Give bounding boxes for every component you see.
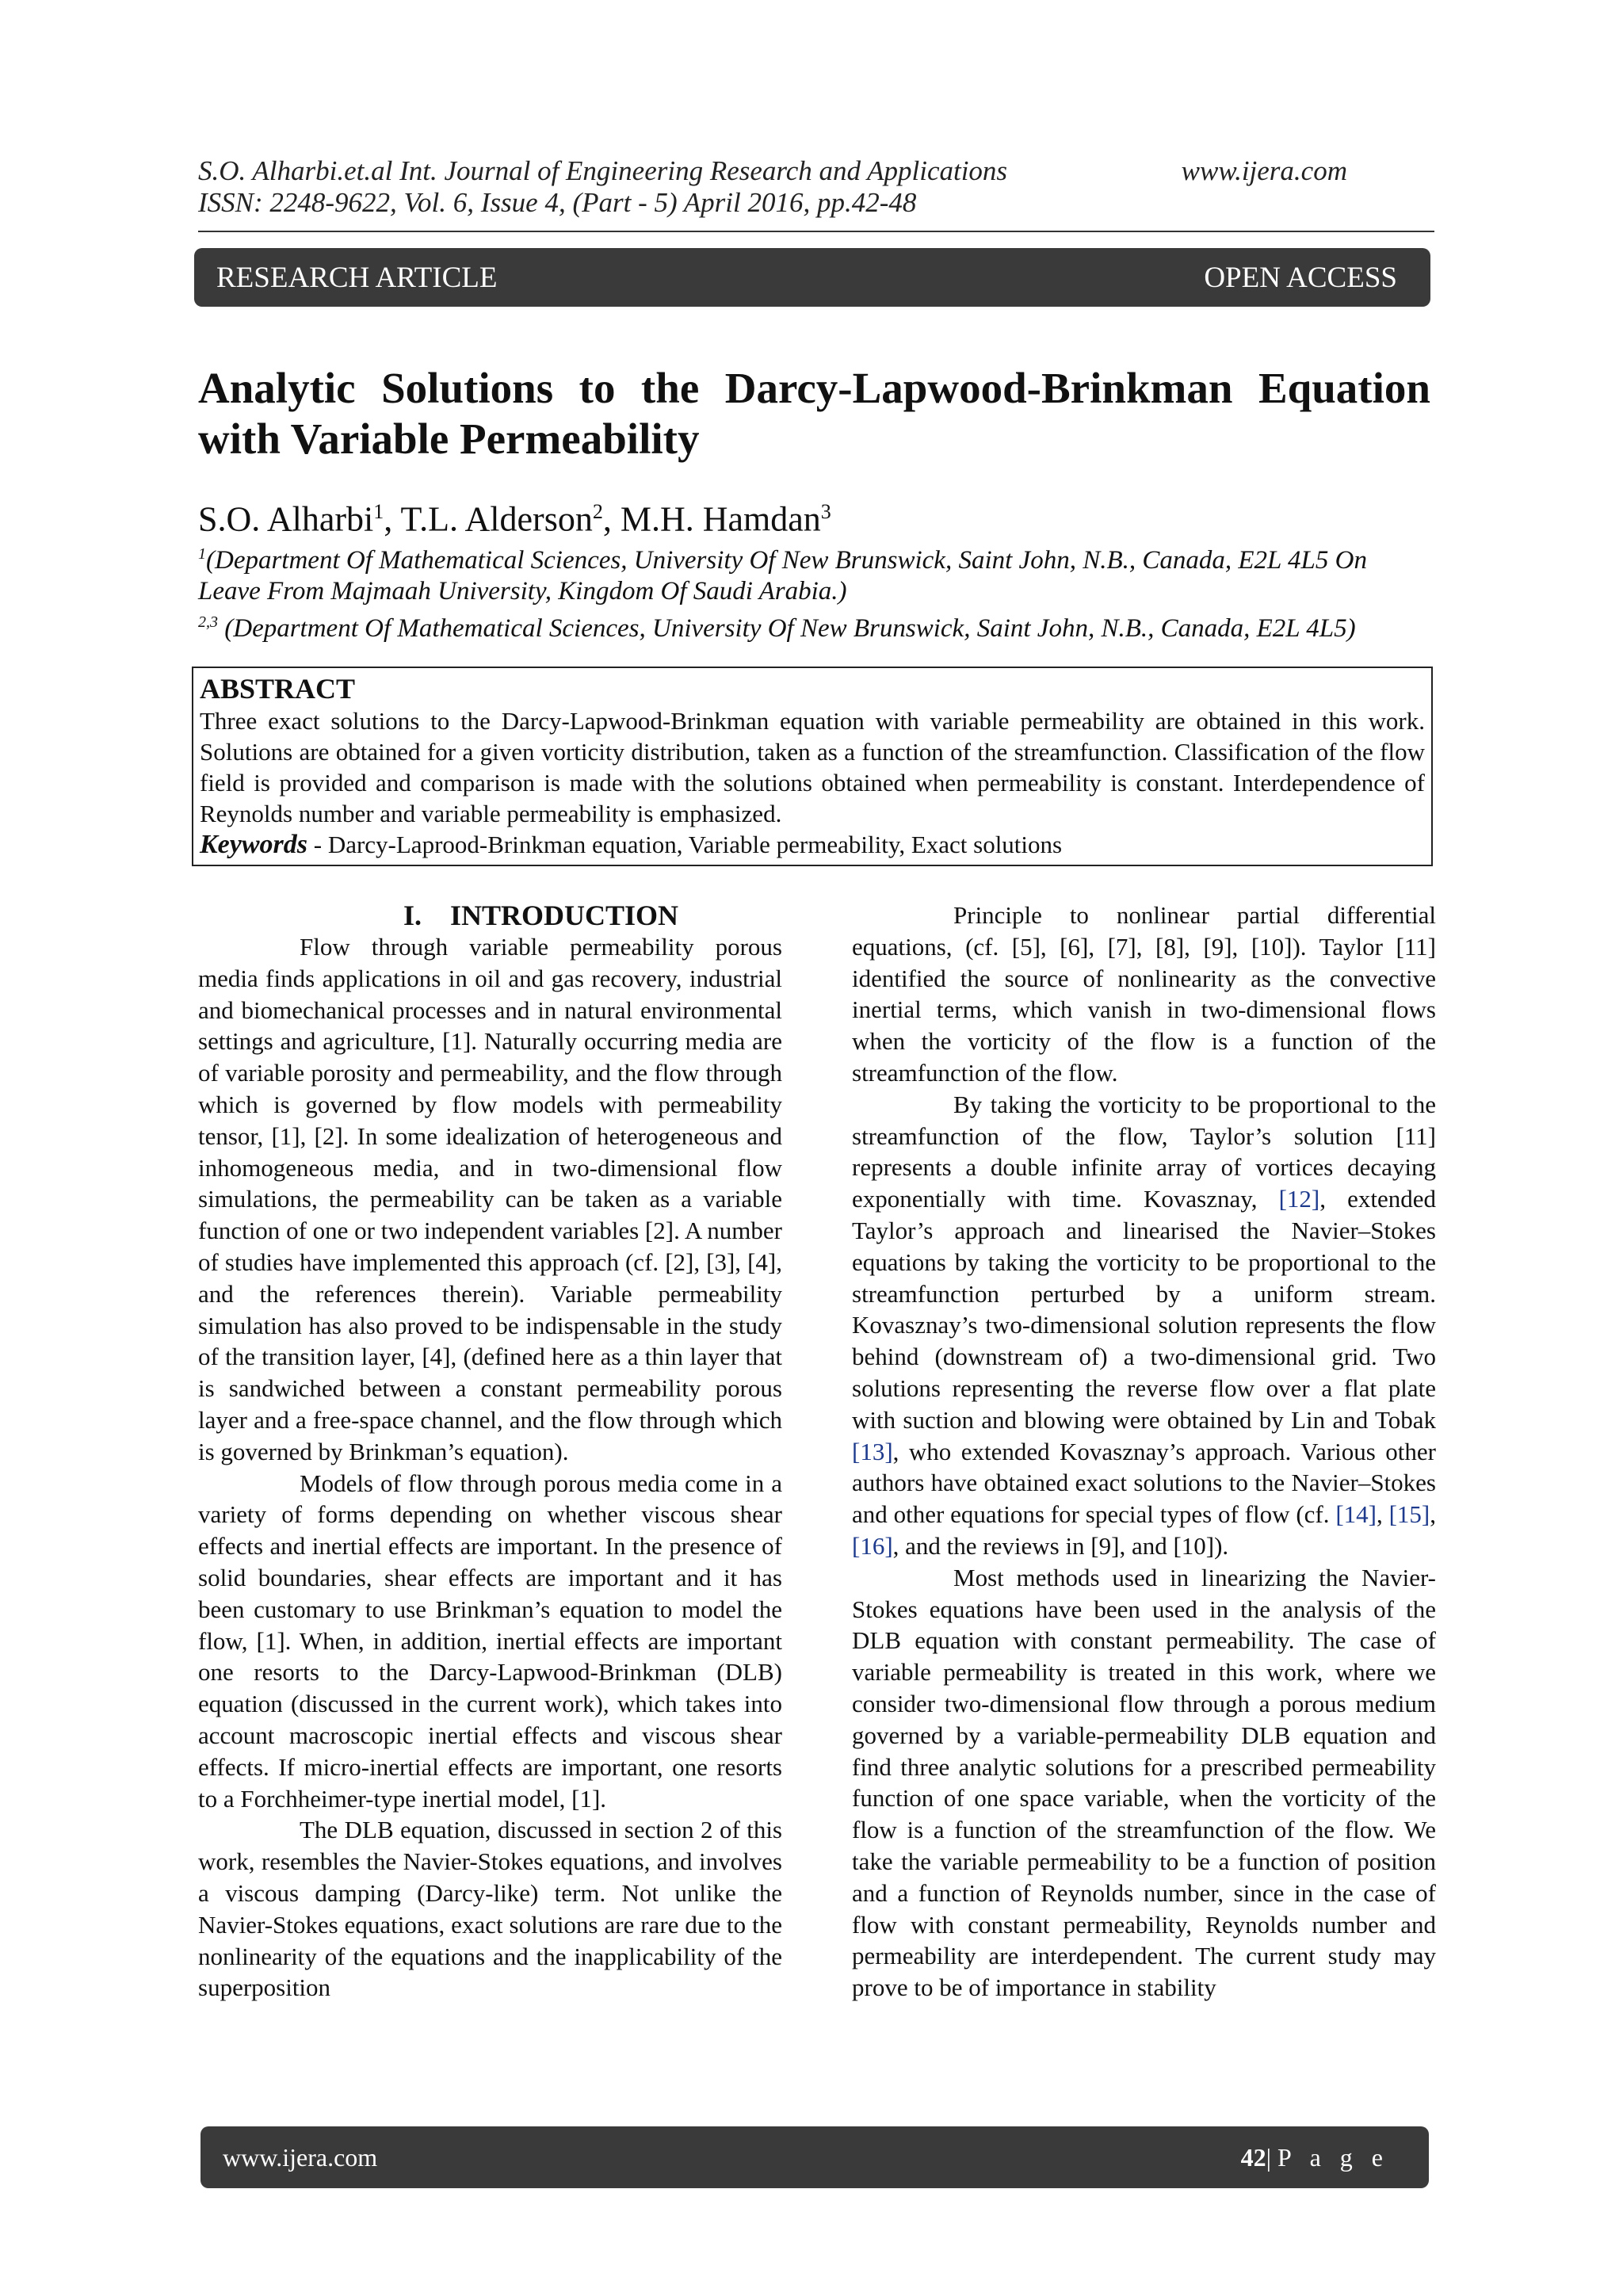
author-name: S.O. Alharbi [198,499,374,539]
author-sup: 1 [373,500,384,523]
citation-link[interactable]: [16] [852,1531,893,1560]
text-run: , extended Taylor’s approach and linearised the Navier–Stokes equations by taking the vorticity to be proportional to the streamfunction perturbed by a uniform stream. Kovasznay’s two-dimensional solution represents the flow behind (downstream of) a two-dimensional grid. Two solutions representing the reverse flow over a flat plate with suction and blowing were obtained by Lin and Tobak [852,1185,1436,1434]
author-separator: , [384,499,401,539]
affiliation-1 [198,539,1434,607]
citation-link[interactable]: [14] [1335,1500,1377,1529]
body-paragraph: Most methods used in linearizing the Navier-Stokes equations have been used in the analysis of the DLB equation with constant permeability. The case of variable permeability is treated in this work, where we consider two-dimensional flow through a porous medium governed by a variable-permeability DLB equation and find three analytic solutions for a prescribed permeability function of one space variable, when the vorticity of the flow is a function of the streamfunction of the flow. We take the variable permeability to be a function of position and a function of Reynolds number, since in the case of flow with constant permeability, Reynolds number and permeability are interdependent. The current study may prove to be of importance in stability [852,1563,1436,2002]
affiliation-sup: 1 [198,545,206,563]
text-run: , who extended Kovasznay’s approach. Various other authors have obtained exact solutions to the Navier–Stokes and other equations for special types of flow (cf. [852,1437,1436,1529]
author-sup: 2 [592,500,603,523]
author-name: T.L. Alderson [400,499,593,539]
journal-line: S.O. Alharbi.et.al Int. Journal of Engineering Research and Applications [198,155,1008,186]
text-run: By taking the vorticity to be proportional to the streamfunction of the flow, Taylor’s solution [11] represents a double infinite array of vortices decaying exponentially with time. Kovasznay, [852,1090,1436,1213]
abstract-heading: ABSTRACT [200,673,356,705]
keywords-line [200,829,1425,860]
header-rule [198,231,1434,232]
author-separator: , [602,499,621,539]
research-article-label: RESEARCH ARTICLE [216,261,498,294]
affiliations [198,539,1434,644]
section-title: INTRODUCTION [449,900,679,931]
keywords-label: Keywords [200,830,307,859]
left-column [198,900,782,2004]
affiliation-2 [198,607,1434,644]
page-footer [200,2126,1429,2188]
body-paragraph: Models of flow through porous media come in a variety of forms depending on whether viscous shear effects and inertial effects are important. In the presence of solid boundaries, shear effects are important and it has been customary to use Brinkman’s equation to model the flow, [1]. When, in addition, inertial effects are important one resorts to the Darcy-Lapwood-Brinkman (DLB) equation (discussed in the current work), which takes into account macroscopic inertial effects and viscous shear effects. If micro-inertial effects are important, one resorts to a Forchheimer-type inertial model, [1]. [198,1469,782,1813]
right-column [852,900,1436,2004]
running-header [198,155,1347,219]
footer-website[interactable]: www.ijera.com [223,2142,378,2172]
keywords-text: - Darcy-Laprood-Brinkman equation, Variable permeability, Exact solutions [307,831,1063,858]
abstract-text: Three exact solutions to the Darcy-Lapwood-Brinkman equation with variable permeability are obtained in this work. Solutions are obtained for a given vorticity distribution, taken as a function of the streamfunction. Classification of the flow field is provided and comparison is made with the solutions obtained when permeability is constant. Interdependence of Reynolds number and variable permeability is emphasized. [200,707,1425,827]
section-number: I. [403,900,422,931]
article-type-banner [194,248,1430,307]
body-paragraph: By taking the vorticity to be proportional to the streamfunction of the flow, Taylor’s solution [11] represents a double infinite array of vortices decaying exponentially with time. Kovasznay, [12], extended Taylor’s approach and linearised the Navier–Stokes equations by taking the vorticity to be proportional to the streamfunction perturbed by a uniform stream. Kovasznay’s two-dimensional solution represents the flow behind (downstream of) a two-dimensional grid. Two solutions representing the reverse flow over a flat plate with suction and blowing were obtained by Lin and Tobak [13], who extended Kovasznay’s approach. Various other authors have obtained exact solutions to the Navier–Stokes and other equations for special types of flow (cf. [14], [15], [16], and the reviews in [9], and [10]). [852,1090,1437,1560]
page-number [1241,2143,1389,2172]
section-heading [198,900,782,931]
affiliation-text: (Department Of Mathematical Sciences, University Of New Brunswick, Saint John, N.B., Canada, E2L 4L5) [218,614,1356,643]
body-paragraph: The DLB equation, discussed in section 2 of this work, resembles the Navier-Stokes equations, and involves a viscous damping (Darcy-like) term. Not unlike the Navier-Stokes equations, exact solutions are rare due to the nonlinearity of the equations and the inapplicability of the superposition [198,1816,782,2002]
page-number-value: 42 [1240,2142,1266,2172]
body-paragraph: Principle to nonlinear partial differential equations, (cf. [5], [6], [7], [8], [9], [10]). Taylor [11] identified the source of nonlinearity as the convective inertial terms, which vanish in two-dimensional flows when the vorticity of the flow is a function of the streamfunction of the flow. [852,901,1436,1087]
open-access-label: OPEN ACCESS [1204,261,1397,294]
author-name: M.H. Hamdan [620,499,821,539]
author-sup: 3 [820,500,831,523]
text-run: , and the reviews in [9], and [10]). [892,1531,1229,1560]
journal-website[interactable]: www.ijera.com [1181,155,1347,186]
affiliation-text: (Department Of Mathematical Sciences, University Of New Brunswick, Saint John, N.B., Canada, E2L 4L5 On Leave From Majmaah University, Kingdom Of Saudi Arabia.) [198,546,1367,606]
abstract-box [192,667,1433,866]
page-label: |P a g e [1266,2142,1389,2172]
citation-link[interactable]: [12] [1278,1185,1320,1213]
citation-link[interactable]: [15] [1388,1500,1430,1529]
author-list [198,491,831,541]
affiliation-sup: 2,3 [198,613,218,631]
citation-link[interactable]: [13] [852,1437,893,1465]
paper-title: Analytic Solutions to the Darcy-Lapwood-Brinkman Equation with Variable Permeability [198,364,1430,463]
body-paragraph: Flow through variable permeability porous media finds applications in oil and gas recovery, industrial and biomechanical processes and in natural environmental settings and agriculture, [1]. Naturally occurring media are of variable porosity and permeability, and the flow through which is governed by flow models with permeability tensor, [1], [2]. In some idealization of heterogeneous and inhomogeneous media, and in two-dimensional flow simulations, the permeability can be taken as a variable function of one or two independent variables [2]. A number of studies have implemented this approach (cf. [2], [3], [4], and the references therein). Variable permeability simulation has also proved to be indispensable in the study of the transition layer, [4], (defined here as a thin layer that is sandwiched between a constant permeability porous layer and a free-space channel, and the flow through which is governed by Brinkman’s equation). [198,933,782,1465]
issn-line: ISSN: 2248-9622, Vol. 6, Issue 4, (Part - 5) April 2016, pp.42-48 [198,187,917,218]
